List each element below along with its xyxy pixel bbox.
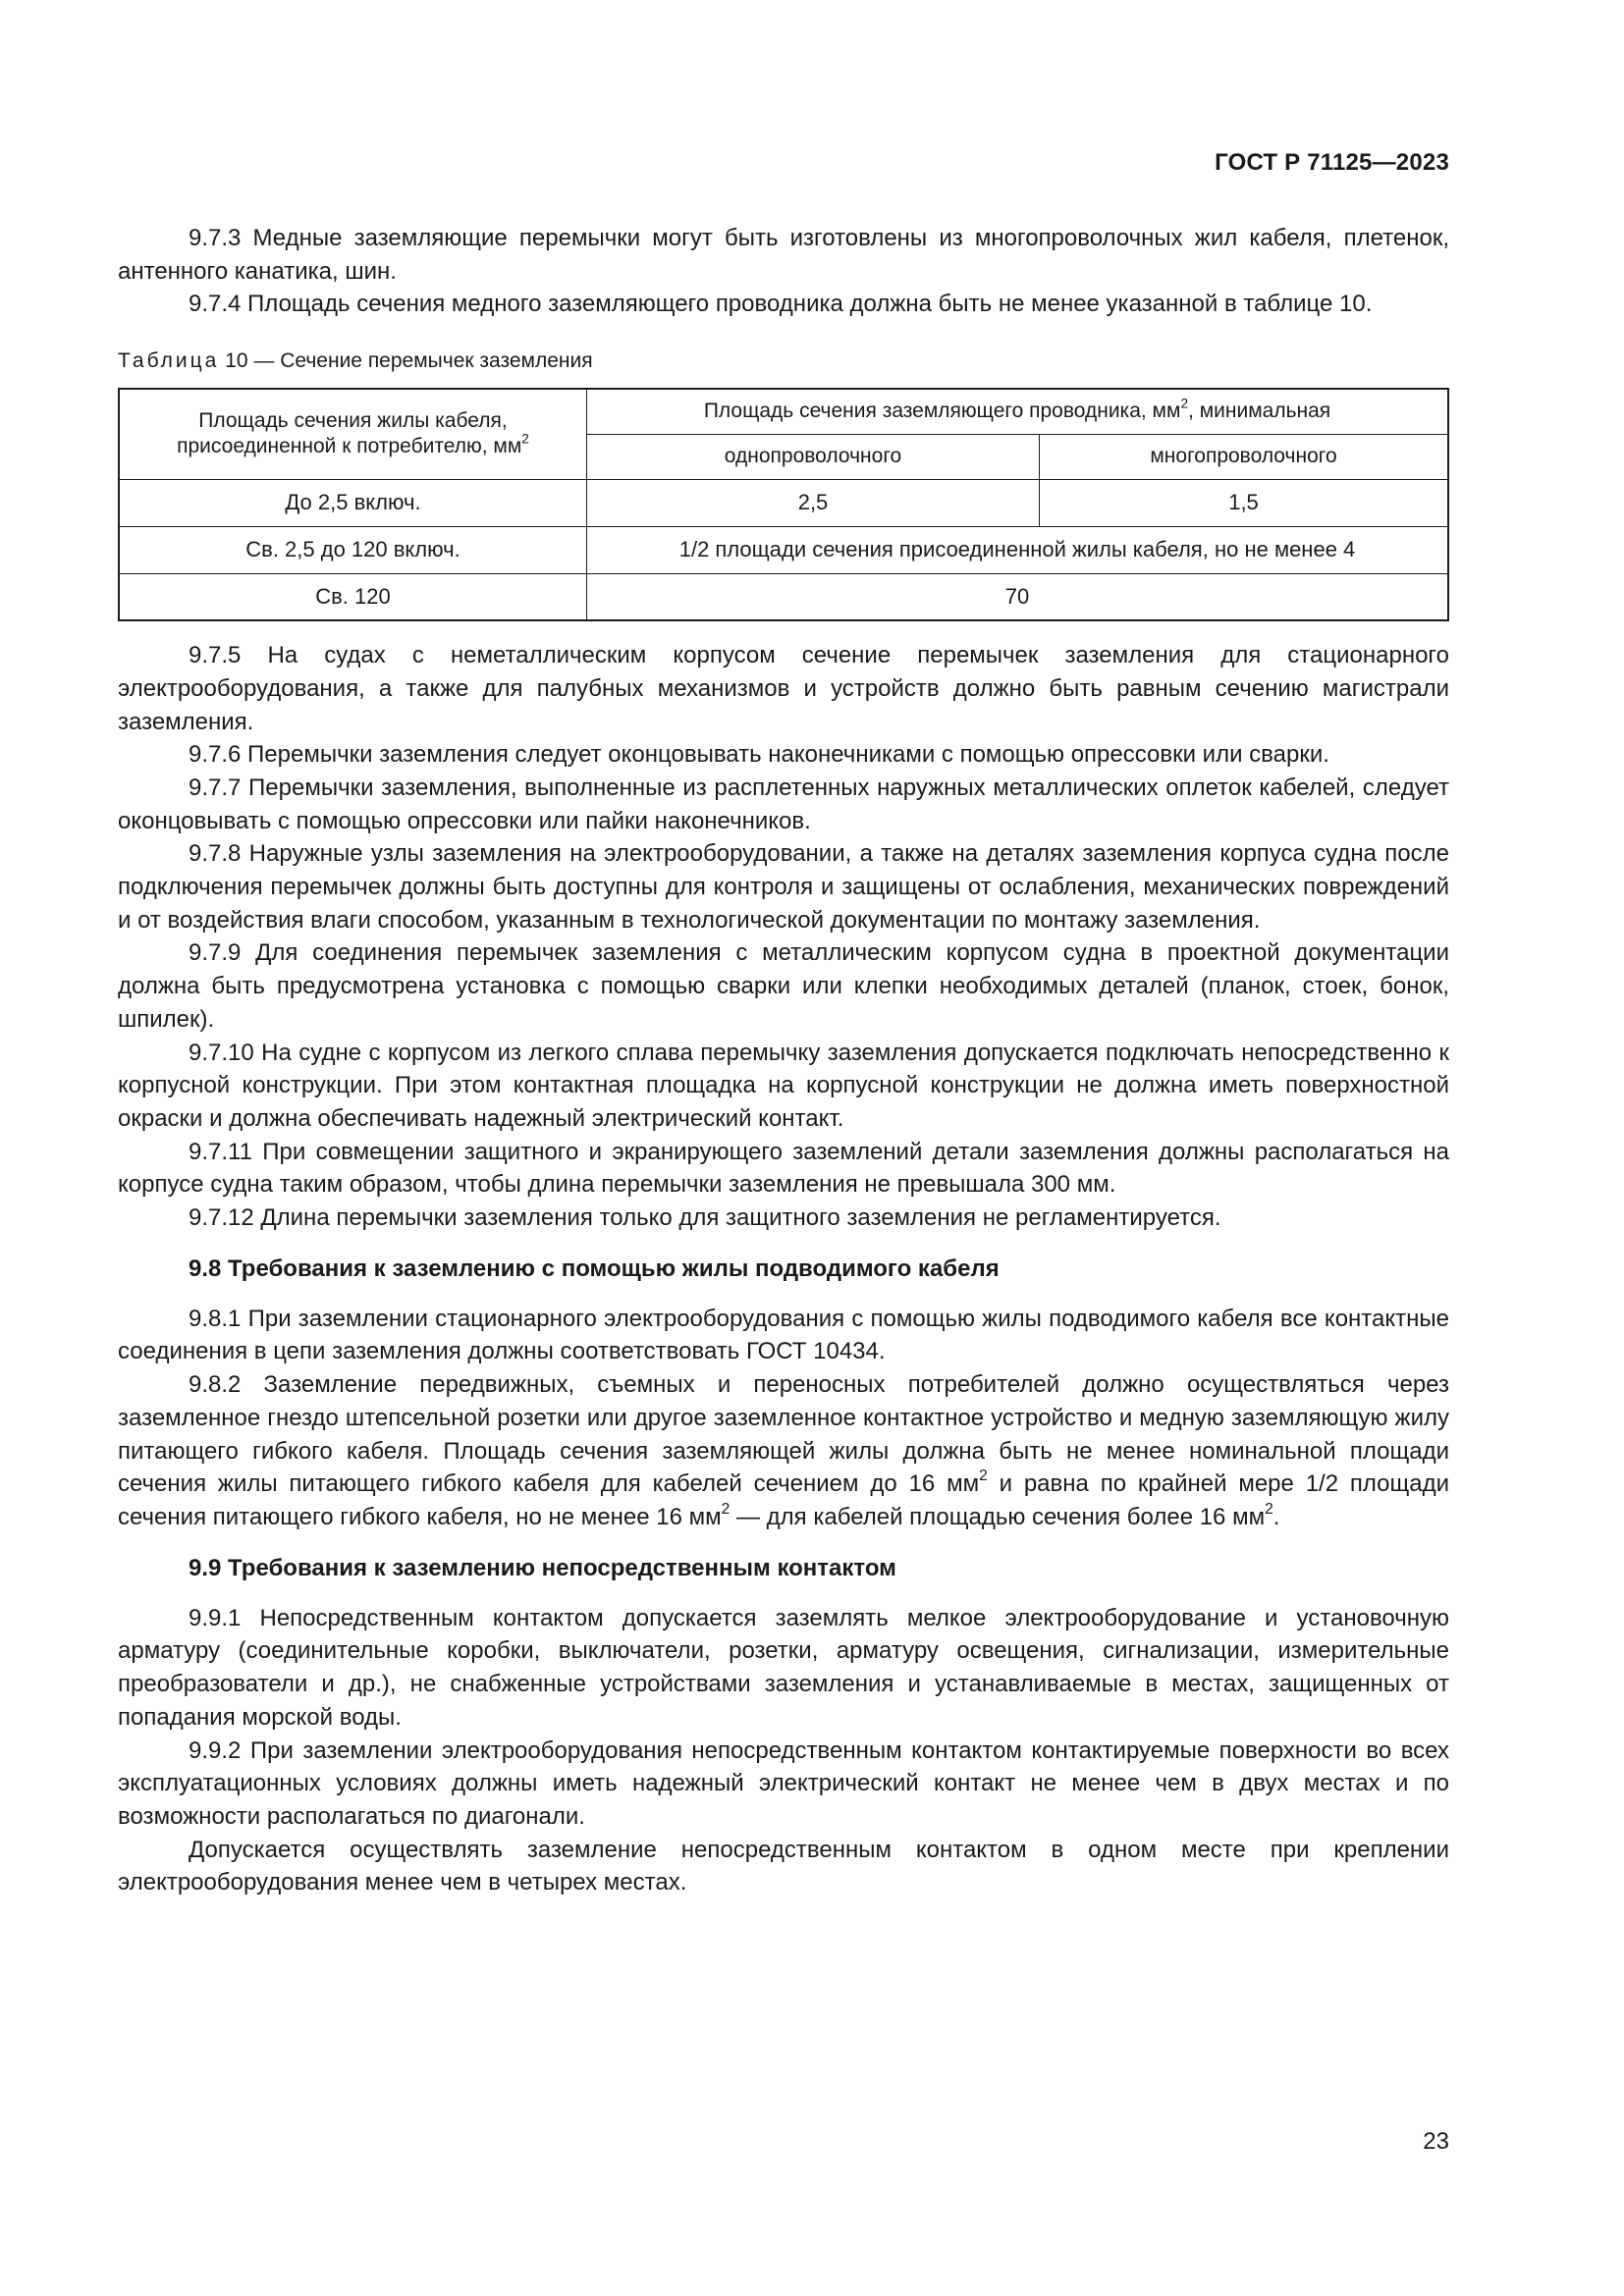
document-id-header: ГОСТ Р 71125—2023 xyxy=(1215,149,1449,176)
paragraph-9-9-1: 9.9.1 Непосредственным контактом допускается заземлять мелкое электрооборудование и установочную арматуру (соединительные коробки, выключатели, розетки, арматуру освещения, сигнализации, измерительные преобразователи и др.), не снабженные устройствами заземления и устанавливаемые в местах, защищенных от попадания морской воды. xyxy=(118,1604,1449,1731)
header-conductor-area: Площадь сечения заземляющего проводника, $мм^2$, минимальная xyxy=(587,389,1449,434)
paragraph-9-7-3: 9.7.3 Медные заземляющие перемычки могут быть изготовлены из многопроволочных жил кабеля, плетенок, антенного канатика, шин. xyxy=(118,225,1449,285)
section-heading-9-9: 9.9 Требования к заземлению непосредственным контактом xyxy=(189,1554,896,1581)
paragraph-9-7-12: 9.7.12 Длина перемычки заземления только для защитного заземления не регламентируется. xyxy=(189,1204,1221,1232)
row-label: До 2,5 включ. xyxy=(119,479,587,526)
header-cable-core-area: Площадь сечения жилы кабеля, присоединенной к потребителю, $мм^2$ xyxy=(119,389,587,479)
row-value-single: 2,5 xyxy=(587,479,1040,526)
paragraph-9-7-4: 9.7.4 Площадь сечения медного заземляющего проводника должна быть не менее указанной в таблице 10. xyxy=(189,291,1373,318)
paragraph-9-9-note: Допускается осуществлять заземление непосредственным контактом в одном месте при креплении электрооборудования менее чем в четырех местах. xyxy=(118,1836,1449,1896)
paragraph-9-8-1: 9.8.1 При заземлении стационарного электрооборудования с помощью жилы подводимого кабеля все контактные соединения в цепи заземления должны соответствовать ГОСТ 10434. xyxy=(118,1305,1449,1365)
paragraph-9-7-11: 9.7.11 При совмещении защитного и экранирующего заземлений детали заземления должны располагаться на корпусе судна таким образом, чтобы длина перемычки заземления не превышала 300 мм. xyxy=(118,1138,1449,1199)
row-label: Св. 120 xyxy=(119,573,587,620)
paragraph-9-7-10: 9.7.10 На судне с корпусом из легкого сплава перемычку заземления допускается подключать непосредственно к корпусной конструкции. При этом контактная площадка на корпусной конструкции не должна иметь поверхностной окраски и должна обеспечивать надежный электрический контакт. xyxy=(118,1039,1449,1132)
paragraph-9-9-2: 9.9.2 При заземлении электрооборудования непосредственным контактом контактируемые поверхности во всех эксплуатационных условиях должны иметь надежный электрический контакт не менее чем в двух местах и по возможности располагаться по диагонали. xyxy=(118,1736,1449,1830)
document-body xyxy=(118,222,1449,1899)
table-caption-label: Таблица xyxy=(118,349,220,373)
table-header-row xyxy=(119,389,1448,434)
paragraph-9-7-6: 9.7.6 Перемычки заземления следует оконцовывать наконечниками с помощью опрессовки или сварки. xyxy=(189,741,1329,769)
paragraph-9-7-9: 9.7.9 Для соединения перемычек заземления с металлическим корпусом судна в проектной документации должна быть предусмотрена установка с помощью сварки или клепки необходимых деталей (планок, стоек, бонок, шпилек). xyxy=(118,939,1449,1033)
row-value-multi: 1,5 xyxy=(1040,479,1449,526)
section-heading-9-8: 9.8 Требования к заземлению с помощью жилы подводимого кабеля xyxy=(189,1255,1000,1282)
paragraph-9-7-5: 9.7.5 На судах с неметаллическим корпусом сечение перемычек заземления для стационарного электрооборудования, а также для палубных механизмов и устройств должно быть равным сечению магистрали заземления. xyxy=(118,642,1449,735)
table-row xyxy=(119,479,1448,526)
table-row xyxy=(119,526,1448,573)
row-label: Св. 2,5 до 120 включ. xyxy=(119,526,587,573)
paragraph-9-7-8: 9.7.8 Наружные узлы заземления на электрооборудовании, а также на деталях заземления корпуса судна после подключения перемычек должны быть доступны для контроля и защищены от ослабления, механических повреждений и от воздействия влаги способом, указанным в технологической документации по монтажу заземления. xyxy=(118,840,1449,934)
subheader-single-wire: однопроволочного xyxy=(587,434,1040,479)
paragraph-9-7-7: 9.7.7 Перемычки заземления, выполненные из расплетенных наружных металлических оплеток кабелей, следует оконцовывать с помощью опрессовки или пайки наконечников. xyxy=(118,774,1449,834)
subheader-multi-wire: многопроволочного xyxy=(1040,434,1449,479)
table-caption-text: 10 — Сечение перемычек заземления xyxy=(219,349,593,373)
row-value-merged: 70 xyxy=(587,573,1449,620)
cross-section-table xyxy=(118,388,1449,621)
row-value-merged: 1/2 площади сечения присоединенной жилы кабеля, но не менее 4 xyxy=(587,526,1449,573)
table-caption xyxy=(118,348,1449,374)
paragraph-9-8-2: 9.8.2 Заземление передвижных, съемных и переносных потребителей должно осуществляться через заземленное гнездо штепсельной розетки или другое заземленное контактное устройство и медную заземляющую жилу питающего гибкого кабеля. Площадь сечения заземляющей жилы должна быть не менее номинальной площади сечения жилы питающего гибкого кабеля для кабелей сечением до 16 $мм^2$ и равна по крайней мере 1/2 площади сечения питающего гибкого кабеля, но не менее 16 $мм^2$ — для кабелей площадью сечения более 16 $мм^2$. xyxy=(118,1371,1450,1530)
table-row xyxy=(119,573,1448,620)
page-number: 23 xyxy=(1423,2128,1449,2155)
